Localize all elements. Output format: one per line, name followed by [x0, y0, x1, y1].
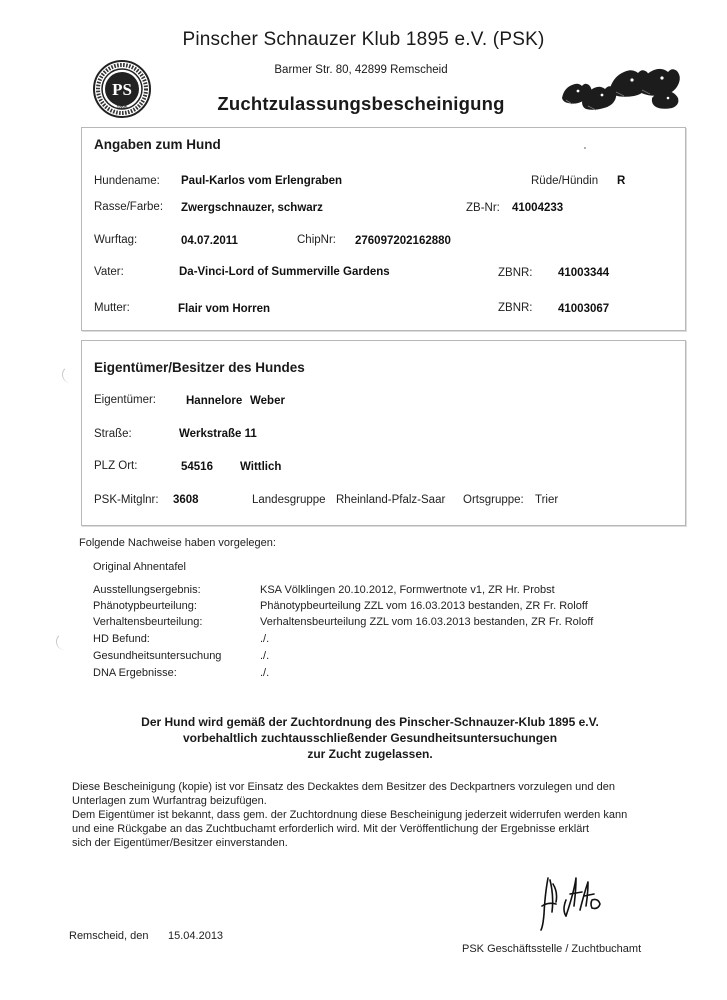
owner-last-name: Weber [250, 395, 285, 407]
sex-value: R [617, 175, 626, 187]
zip-value: 54516 [181, 461, 213, 473]
birth-date-value: 04.07.2011 [181, 235, 238, 247]
svg-text:1895: 1895 [116, 105, 128, 111]
evidence-intro: Folgende Nachweise haben vorgelegen: [79, 537, 276, 549]
decision-line: Der Hund wird gemäß der Zuchtordnung des Pinscher-Schnauzer-Klub 1895 e.V. [141, 715, 599, 729]
owner-section-heading: Eigentümer/Besitzer des Hundes [94, 360, 305, 375]
mother-label: Mutter: [94, 302, 130, 314]
member-number-value: 3608 [173, 494, 199, 506]
sex-label: Rüde/Hündin [531, 175, 599, 187]
owner-first-name: Hannelore [186, 395, 243, 407]
note-line: Unterlagen zum Wurfantrag beizufügen. [72, 795, 267, 807]
evidence-label: Ausstellungsergebnis: [93, 584, 201, 596]
note-line: und eine Rückgabe an das Zuchtbuchamt erforderlich wird. Mit der Veröffentlichung der Ergebnisse erklärt [72, 823, 590, 835]
evidence-value: ./. [260, 633, 270, 645]
breed-label: Rasse/Farbe: [94, 201, 164, 213]
club-title: Pinscher Schnauzer Klub 1895 e.V. (PSK) [182, 29, 545, 50]
local-group-value: Trier [535, 494, 559, 506]
chip-number-label: ChipNr: [297, 234, 336, 246]
note-line: sich der Eigentümer/Besitzer einverstanden. [72, 837, 288, 849]
zb-number-value: 41004233 [512, 202, 564, 214]
father-value: Da-Vinci-Lord of Summerville Gardens [179, 266, 390, 278]
document-title: Zuchtzulassungsbescheinigung [217, 93, 505, 114]
club-address: Barmer Str. 80, 42899 Remscheid [274, 64, 448, 76]
note-line: Dem Eigentümer ist bekannt, dass gem. der Zuchtordnung diese Bescheinigung jederzeit widerrufen werden kann [72, 809, 628, 821]
evidence-value: ./. [260, 667, 270, 679]
evidence-label: Gesundheitsuntersuchung [93, 650, 222, 662]
zb-number-label: ZB-Nr: [466, 202, 500, 214]
zip-city-label: PLZ Ort: [94, 460, 138, 472]
mother-value: Flair vom Horren [178, 303, 271, 315]
dog-section-heading: Angaben zum Hund [94, 137, 221, 152]
breed-value: Zwergschnauzer, schwarz [181, 202, 323, 214]
chip-number-value: 276097202162880 [355, 235, 451, 247]
evidence-label: DNA Ergebnisse: [93, 667, 177, 679]
evidence-value: Verhaltensbeurteilung ZZL vom 16.03.2013 bestanden, ZR Fr. Roloff [260, 616, 594, 628]
dog-details-box [81, 127, 686, 331]
decision-line: zur Zucht zugelassen. [307, 747, 433, 761]
father-zbnr-label: ZBNR: [498, 267, 533, 279]
psk-logo-icon [92, 59, 152, 119]
evidence-label: Verhaltensbeurteilung: [93, 616, 203, 628]
dog-name-value: Paul-Karlos vom Erlengraben [181, 175, 343, 187]
dog-name-label: Hundename: [94, 175, 160, 187]
evidence-value: KSA Völklingen 20.10.2012, Formwertnote v1, ZR Hr. Probst [260, 584, 555, 596]
signature-icon [536, 870, 606, 934]
note-line: Diese Bescheinigung (kopie) ist vor Einsatz des Deckaktes dem Besitzer des Deckpartners vorzulegen und den [72, 781, 615, 793]
local-group-label: Ortsgruppe: [463, 494, 524, 506]
member-number-label: PSK-Mitglnr: [94, 494, 159, 506]
evidence-label: Phänotypbeurteilung: [93, 600, 197, 612]
region-label: Landesgruppe [252, 494, 326, 506]
issue-date: 15.04.2013 [168, 930, 224, 942]
owner-label: Eigentümer: [94, 394, 157, 406]
schnauzer-dogs-icon [558, 58, 684, 114]
evidence-label: HD Befund: [93, 633, 150, 645]
region-value: Rheinland-Pfalz-Saar [336, 494, 446, 506]
street-value: Werkstraße 11 [179, 428, 257, 440]
father-label: Vater: [94, 266, 124, 278]
mother-zbnr-label: ZBNR: [498, 302, 533, 314]
city-value: Wittlich [240, 461, 282, 473]
decision-line: vorbehaltlich zuchtausschließender Gesundheitsuntersuchungen [182, 731, 558, 745]
original-pedigree: Original Ahnentafel [93, 561, 186, 573]
office-name: PSK Geschäftsstelle / Zuchtbuchamt [462, 943, 642, 955]
birth-date-label: Wurftag: [94, 234, 138, 246]
father-zbnr-value: 41003344 [558, 267, 610, 279]
evidence-value: Phänotypbeurteilung ZZL vom 16.03.2013 bestanden, ZR Fr. Roloff [260, 600, 588, 612]
evidence-value: ./. [260, 650, 270, 662]
place-date-label: Remscheid, den [69, 930, 149, 942]
svg-text:PS: PS [112, 80, 132, 99]
street-label: Straße: [94, 428, 132, 440]
mother-zbnr-value: 41003067 [558, 303, 610, 315]
